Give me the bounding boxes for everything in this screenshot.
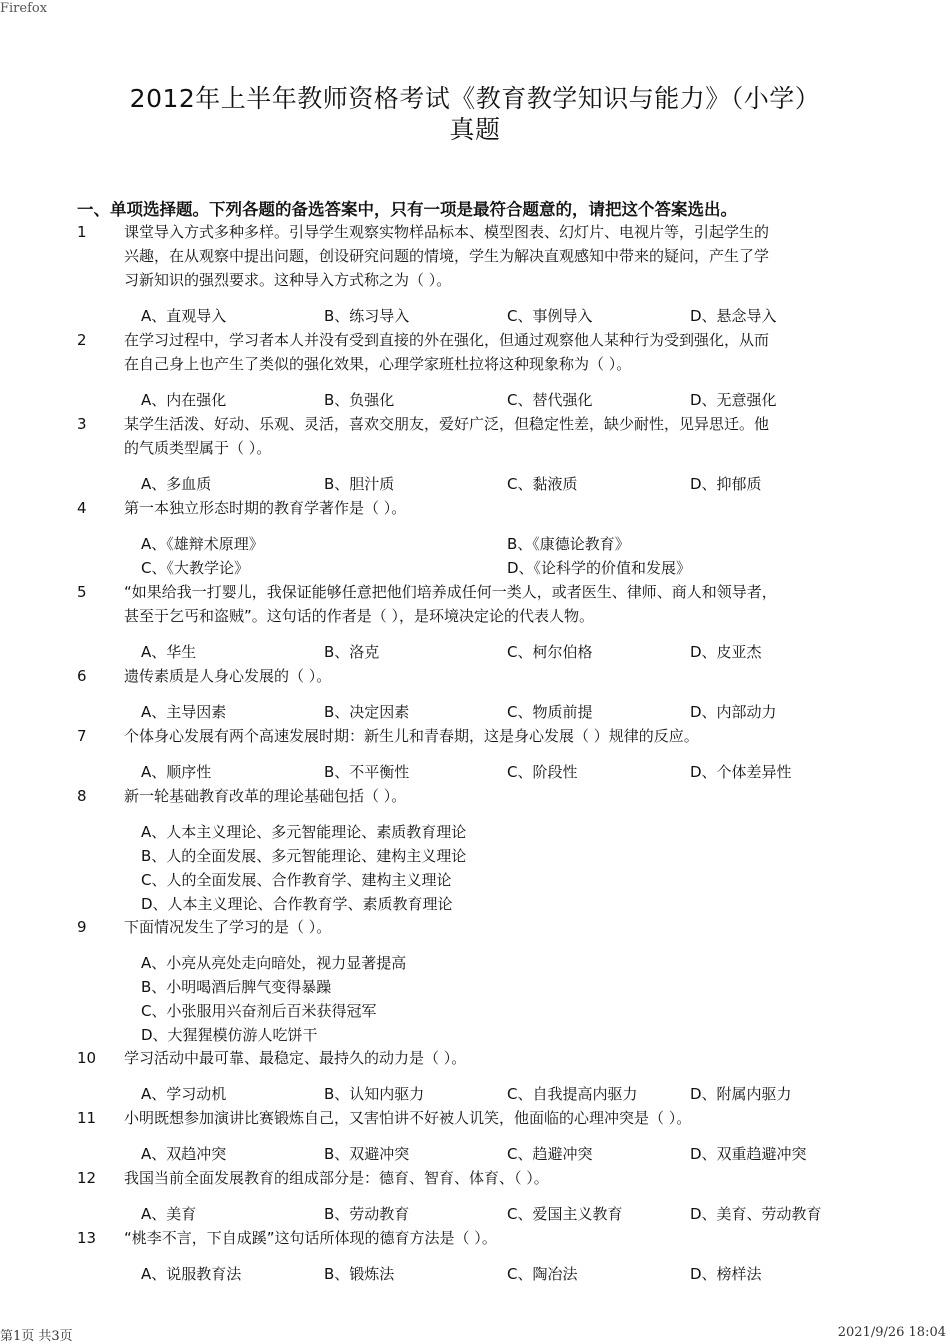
- question-stem-line: 下面情况发生了学习的是（ ）。: [124, 918, 332, 936]
- question-number: 7: [77, 727, 87, 745]
- question-stem: [124, 1106, 846, 1130]
- question-stem-line: 甚至于乞丐和盗贼”。这句话的作者是（ ），是环境决定论的代表人物。: [124, 607, 595, 625]
- question-stem-line: 个体身心发展有两个高速发展时期：新生儿和青春期，这是身心发展（ ）规律的反应。: [124, 727, 699, 745]
- answer-option: C、物质前提: [507, 703, 593, 721]
- question-number: 2: [77, 331, 87, 349]
- question-stem-line: “如果给我一打婴儿，我保证能够任意把他们培养成任何一类人，或者医生、律师、商人和领导者，: [124, 583, 777, 601]
- answer-option: A、人本主义理论、多元智能理论、素质教育理论: [141, 823, 467, 841]
- question-number: 4: [77, 499, 87, 517]
- answer-option: C、阶段性: [507, 763, 578, 781]
- answer-option: B、认知内驱力: [324, 1085, 425, 1103]
- question-stem: [124, 580, 846, 628]
- print-timestamp: 2021/9/26 18:04: [837, 1325, 946, 1340]
- question-number: 5: [77, 583, 87, 601]
- answer-option: B、洛克: [324, 643, 380, 661]
- answer-option: C、自我提高内驱力: [507, 1085, 638, 1103]
- answer-option: A、顺序性: [141, 763, 212, 781]
- answer-option: D、人本主义理论、合作教育学、素质教育理论: [141, 895, 453, 913]
- answer-option: B、小明喝酒后脾气变得暴躁: [141, 978, 332, 996]
- question-number: 3: [77, 415, 87, 433]
- page-counter: 第1页 共3页: [0, 1329, 73, 1344]
- answer-option: D、悬念导入: [690, 307, 777, 325]
- question-number: 9: [77, 918, 87, 936]
- question-stem-line: 课堂导入方式多种多样。引导学生观察实物样品标本、模型图表、幻灯片、电视片等，引起学生的: [124, 223, 770, 241]
- answer-option: B、胆汁质: [324, 475, 395, 493]
- question-stem: [124, 664, 846, 688]
- question-stem: [124, 220, 846, 292]
- answer-option: C、爱国主义教育: [507, 1205, 623, 1223]
- page-title: [50, 83, 900, 145]
- question-number: 6: [77, 667, 87, 685]
- question-stem: [124, 328, 846, 376]
- answer-option: B、人的全面发展、多元智能理论、建构主义理论: [141, 847, 467, 865]
- answer-option: C、黏液质: [507, 475, 578, 493]
- answer-option: B、锻炼法: [324, 1265, 395, 1283]
- question-stem-line: 第一本独立形态时期的教育学著作是（ ）。: [124, 499, 407, 517]
- answer-option: A、多血质: [141, 475, 212, 493]
- answer-option: D、内部动力: [690, 703, 777, 721]
- answer-option: C、人的全面发展、合作教育学、建构主义理论: [141, 871, 452, 889]
- answer-option: C、柯尔伯格: [507, 643, 593, 661]
- question-number: 8: [77, 787, 87, 805]
- question-stem: [124, 1046, 846, 1070]
- question-stem-line: 的气质类型属于（ ）。: [124, 439, 272, 457]
- answer-option: B、《康德论教育》: [507, 535, 630, 553]
- question-stem: [124, 1226, 846, 1250]
- page-title-line-2: 真题: [449, 115, 501, 144]
- answer-option: D、《论科学的价值和发展》: [507, 559, 692, 577]
- answer-option: D、大猩猩模仿游人吃饼干: [141, 1026, 318, 1044]
- question-stem: [124, 784, 846, 808]
- answer-option: D、榜样法: [690, 1265, 762, 1283]
- question-stem-line: “桃李不言，下自成蹊”这句话所体现的德育方法是（ ）。: [124, 1229, 497, 1247]
- question-stem-line: 学习活动中最可靠、最稳定、最持久的动力是（ ）。: [124, 1049, 467, 1067]
- question-stem-line: 在学习过程中，学习者本人并没有受到直接的外在强化，但通过观察他人某种行为受到强化，从而: [124, 331, 770, 349]
- question-stem-line: 某学生活泼、好动、乐观、灵活，喜欢交朋友，爱好广泛，但稳定性差，缺少耐性，见异思迁。他: [124, 415, 770, 433]
- answer-option: B、决定因素: [324, 703, 410, 721]
- question-number: 12: [77, 1169, 97, 1187]
- question-stem-line: 遗传素质是人身心发展的（ ）。: [124, 667, 332, 685]
- answer-option: A、《雄辩术原理》: [141, 535, 264, 553]
- question-stem-line: 在自己身上也产生了类似的强化效果，心理学家班杜拉将这种现象称为（ ）。: [124, 355, 632, 373]
- answer-option: C、小张服用兴奋剂后百米获得冠军: [141, 1002, 377, 1020]
- answer-option: A、直观导入: [141, 307, 227, 325]
- question-stem: [124, 915, 846, 939]
- question-number: 10: [77, 1049, 97, 1067]
- answer-option: D、抑郁质: [690, 475, 762, 493]
- answer-option: A、小亮从亮处走向暗处，视力显著提高: [141, 954, 407, 972]
- answer-option: A、说服教育法: [141, 1265, 242, 1283]
- answer-option: D、无意强化: [690, 391, 777, 409]
- answer-option: C、陶冶法: [507, 1265, 578, 1283]
- answer-option: C、事例导入: [507, 307, 593, 325]
- question-number: 13: [77, 1229, 97, 1247]
- answer-option: A、学习动机: [141, 1085, 227, 1103]
- answer-option: D、双重趋避冲突: [690, 1145, 807, 1163]
- answer-option: D、附属内驱力: [690, 1085, 792, 1103]
- answer-option: A、美育: [141, 1205, 197, 1223]
- page-title-line-1: 2012年上半年教师资格考试《教育教学知识与能力》（小学）: [129, 84, 821, 113]
- answer-option: D、美育、劳动教育: [690, 1205, 822, 1223]
- question-stem-line: 我国当前全面发展教育的组成部分是：德育、智育、体育、（ ）。: [124, 1169, 549, 1187]
- question-stem: [124, 412, 846, 460]
- answer-option: A、内在强化: [141, 391, 227, 409]
- question-stem-line: 小明既想参加演讲比赛锻炼自己，又害怕讲不好被人讥笑，他面临的心理冲突是（ ）。: [124, 1109, 692, 1127]
- answer-option: B、双避冲突: [324, 1145, 410, 1163]
- question-stem: [124, 496, 846, 520]
- question-stem: [124, 1166, 846, 1190]
- question-number: 1: [77, 223, 87, 241]
- answer-option: C、替代强化: [507, 391, 593, 409]
- answer-option: B、负强化: [324, 391, 395, 409]
- answer-option: B、练习导入: [324, 307, 410, 325]
- answer-option: A、主导因素: [141, 703, 227, 721]
- section-heading: 一、单项选择题。下列各题的备选答案中，只有一项是最符合题意的，请把这个答案选出。: [77, 200, 737, 219]
- question-stem: [124, 724, 846, 748]
- answer-option: A、双趋冲突: [141, 1145, 227, 1163]
- question-stem-line: 新一轮基础教育改革的理论基础包括（ ）。: [124, 787, 407, 805]
- question-stem-line: 习新知识的强烈要求。这种导入方式称之为（ ）。: [124, 271, 452, 289]
- answer-option: C、《大教学论》: [141, 559, 249, 577]
- answer-option: B、劳动教育: [324, 1205, 410, 1223]
- answer-option: C、趋避冲突: [507, 1145, 593, 1163]
- answer-option: D、个体差异性: [690, 763, 792, 781]
- answer-option: A、华生: [141, 643, 197, 661]
- browser-label: Firefox: [0, 1, 48, 16]
- question-stem-line: 兴趣，在从观察中提出问题，创设研究问题的情境，学生为解决直观感知中带来的疑问，产生了学: [124, 247, 770, 265]
- question-number: 11: [77, 1109, 97, 1127]
- answer-option: B、不平衡性: [324, 763, 410, 781]
- answer-option: D、皮亚杰: [690, 643, 762, 661]
